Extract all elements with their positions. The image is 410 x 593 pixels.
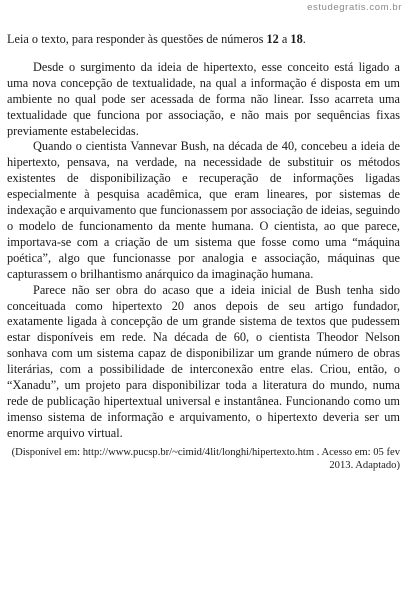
instruction-connector: a (278, 32, 291, 46)
document-body (7, 32, 400, 473)
instruction-text: Leia o texto, para responder às questões de números (7, 32, 267, 46)
source-citation: (Disponível em: http://www.pucsp.br/~cimid/4lit/longhi/hipertexto.htm . Acesso em: 05 fev 2013. Adaptado) (11, 446, 400, 472)
paragraph-3: Parece não ser obra do acaso que a ideia inicial de Bush tenha sido conceituada como hipertexto 20 anos depois de seu artigo fundador, exatamente ligada à concepção de um grande sistema de textos que pudessem estar disponíveis em rede. Na década de 60, o cientista Theodor Nelson sonhava com um sistema capaz de disponibilizar um grande número de obras literárias, com a possibilidade de interconexão entre elas. Criou, então, o “Xanadu”, um projeto para disponibilizar toda a literatura do mundo, numa rede de publicação hipertextual universal e instantânea. Funcionando como um imenso sistema de informação e arquivamento, o hipertexto deveria ser um enorme arquivo virtual. (7, 282, 400, 440)
question-number-end: 18 (290, 32, 303, 46)
question-number-start: 12 (266, 32, 279, 46)
paragraph-2: Quando o cientista Vannevar Bush, na década de 40, concebeu a ideia de hipertexto, pensava, na verdade, na necessidade de substituir os métodos existentes de disponibilização e recuperação de informações ligadas especialmente à pesquisa acadêmica, que eram lineares, por sistemas de indexação e arquivamento que funcionassem por associação de ideias, seguindo o modelo de funcionamento da mente humana. O cientista, ao que parece, importava-se com a criação de um sistema que fosse como uma “máquina poética”, algo que funcionasse por analogia e associação, máquinas que capturassem o brilhantismo anárquico da imaginação humana. (7, 139, 400, 281)
paragraph-1: Desde o surgimento da ideia de hipertexto, esse conceito está ligado a uma nova concepção de textualidade, na qual a informação é disposta em um ambiente no qual pode ser acessada de forma não linear. Isso acarreta uma textualidade que funciona por associação, e não mais por sequências fixas previamente estabelecidas. (7, 59, 400, 138)
instruction-line (7, 32, 400, 48)
watermark: estudegratis.com.br (307, 2, 402, 13)
instruction-end: . (302, 32, 306, 46)
